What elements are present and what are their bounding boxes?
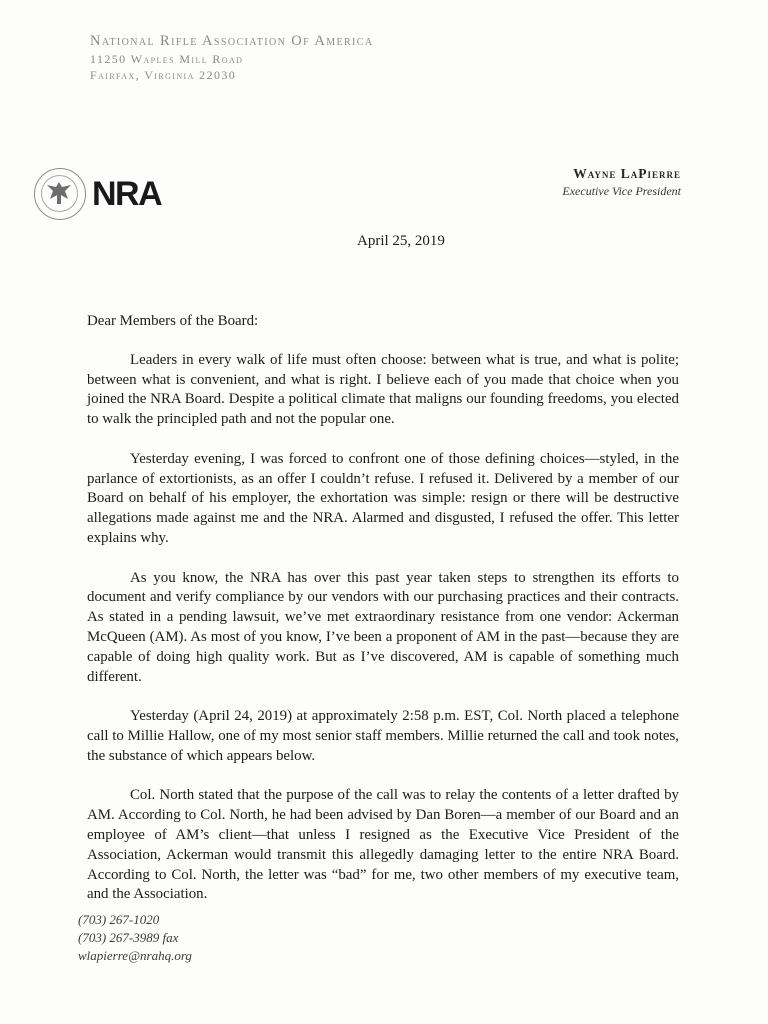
paragraph-1: Leaders in every walk of life must often choose: between what is true, and what is polite; between what is convenient, and what is right. I believe each of you made that choice when you joined the NRA Board. Despite a political climate that maligns our founding freedoms, you elected to walk the principled path and not the popular one. xyxy=(87,351,679,428)
contact-phone: (703) 267-1020 xyxy=(78,912,160,927)
nra-logo xyxy=(34,168,161,220)
letter-body xyxy=(87,312,679,925)
letter-date: April 25, 2019 xyxy=(357,233,445,249)
signer-block xyxy=(562,165,681,199)
letterhead-org: National Rifle Association Of America xyxy=(90,33,374,49)
signer-title: Executive Vice President xyxy=(562,184,681,198)
contact-email: wlapierre@nrahq.org xyxy=(78,948,192,963)
contact-fax: (703) 267-3989 fax xyxy=(78,930,179,945)
paragraph-3: As you know, the NRA has over this past year taken steps to strengthen its efforts to document and verify compliance by our vendors with our purchasing practices and their contracts. As stated in a pending lawsuit, we’ve met extraordinary resistance from one vendor: Ackerman McQueen (AM). As most of you know, I’ve been a proponent of AM in the past—because they are capable of doing high quality work. But as I’ve discovered, AM is capable of something much different. xyxy=(87,569,679,685)
salutation: Dear Members of the Board: xyxy=(87,313,259,329)
nra-seal-icon xyxy=(34,168,86,220)
letterhead-street: 11250 Waples Mill Road xyxy=(90,52,244,66)
letterhead-city: Fairfax, Virginia 22030 xyxy=(90,68,237,82)
nra-logotype: NRA xyxy=(92,174,162,213)
contact-block xyxy=(78,911,192,965)
signer-name: Wayne LaPierre xyxy=(573,166,681,181)
paragraph-2: Yesterday evening, I was forced to confront one of those defining choices—styled, in the parlance of extortionists, as an offer I couldn’t refuse. I refused it. Delivered by a member of our Board on behalf of his employer, the exhortation was simple: resign or there will be destructive allegations made against me and the NRA. Alarmed and disgusted, I refused the offer. This letter explains why. xyxy=(87,450,679,546)
letterhead xyxy=(90,31,373,83)
paragraph-4: Yesterday (April 24, 2019) at approximately 2:58 p.m. EST, Col. North placed a telephone call to Millie Hallow, one of my most senior staff members. Millie returned the call and took notes, the substance of which appears below. xyxy=(87,708,679,764)
paragraph-5: Col. North stated that the purpose of the call was to relay the contents of a letter drafted by AM. According to Col. North, he had been advised by Dan Boren—a member of our Board and an employee of AM’s client—that unless I resigned as the Executive Vice President of the Association, Ackerman would transmit this allegedly damaging letter to the entire NRA Board. According to Col. North, the letter was “bad” for me, two other members of my executive team, and the Association. xyxy=(87,787,679,903)
